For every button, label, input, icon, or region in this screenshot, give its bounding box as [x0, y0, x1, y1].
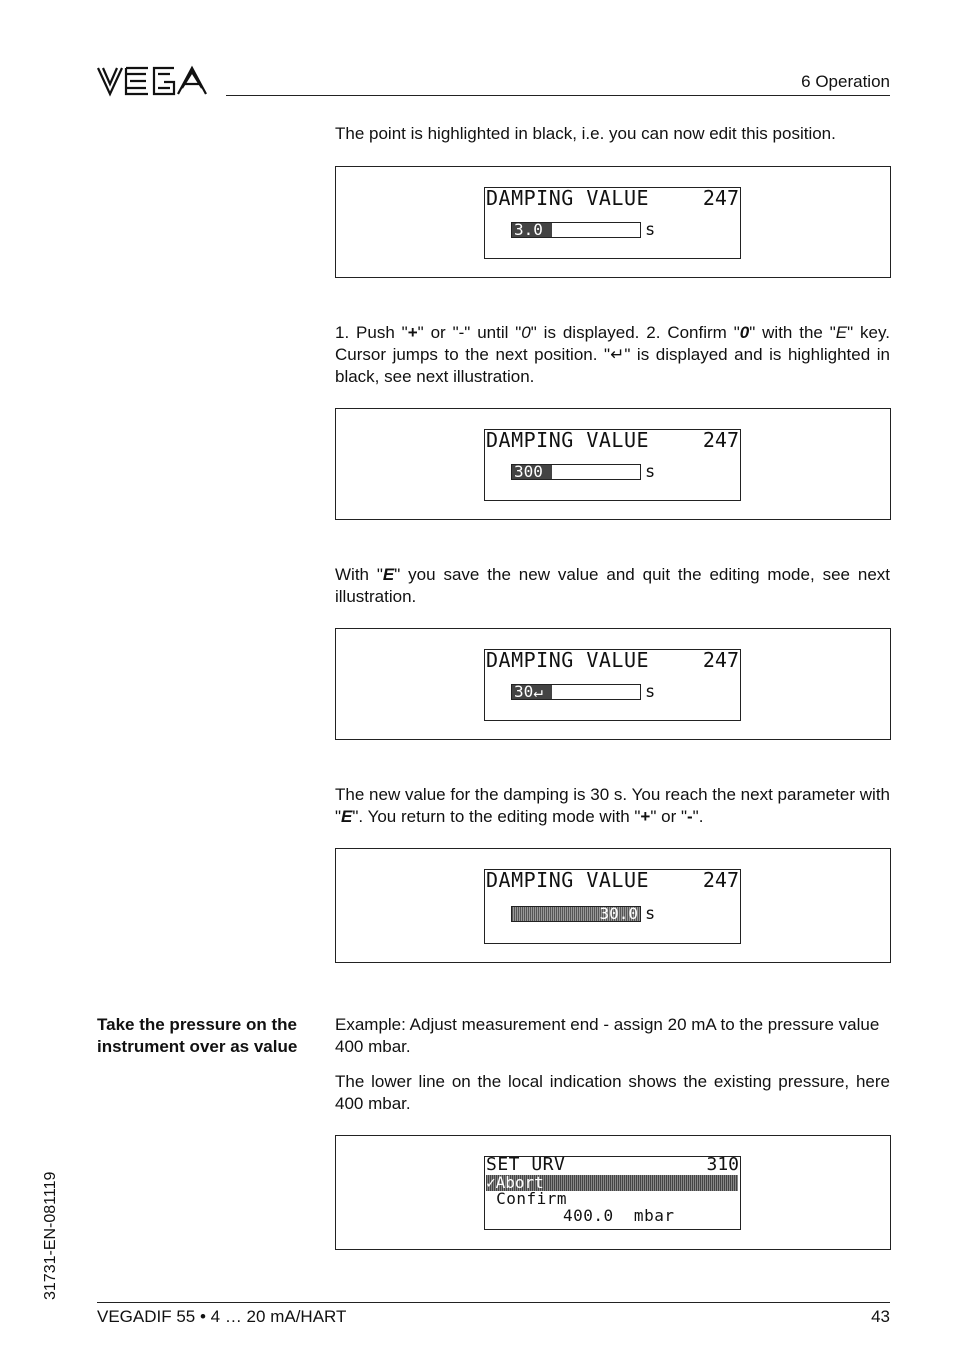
lcd-parameter-number: 247	[702, 186, 739, 210]
value-field	[511, 906, 641, 922]
lcd-pressure-value: 400.0 mbar	[563, 1206, 675, 1225]
value-field	[511, 222, 641, 238]
display-figure-4	[335, 848, 891, 963]
paragraph-1: The point is highlighted in black, i.e. you can now edit this position.	[335, 124, 836, 143]
lcd-parameter-number: 247	[702, 868, 739, 892]
lcd-unit: s	[645, 682, 656, 702]
paragraph-6: The lower line on the local indication shows the existing pressure, here 400 mbar.	[335, 1072, 890, 1113]
lcd-display-3	[484, 649, 741, 721]
side-heading: Take the pressure on the instrument over as value	[97, 1015, 298, 1056]
logo-text: VEGA	[96, 62, 99, 63]
value-field	[511, 684, 641, 700]
lcd-title: DAMPING VALUE	[486, 868, 650, 892]
page-number: 43	[871, 1307, 890, 1326]
lcd-value: 30.0	[599, 904, 638, 923]
header-rule	[226, 95, 890, 96]
display-figure-1	[335, 166, 891, 278]
lcd-title: DAMPING VALUE	[486, 186, 650, 210]
lcd-unit: s	[645, 462, 656, 482]
paragraph-5: Example: Adjust measurement end - assign 20 mA to the pressure value 400 mbar.	[335, 1015, 880, 1056]
lcd-unit: s	[645, 220, 656, 240]
lcd-display-5	[484, 1156, 741, 1230]
footer-product: VEGADIF 55 • 4 … 20 mA/HART	[97, 1307, 347, 1326]
lcd-value: 3.0	[514, 220, 543, 239]
lcd-display-2	[484, 429, 741, 501]
paragraph-3: With "E" you save the new value and quit the editing mode, see next illustration.	[335, 565, 890, 606]
paragraph-2: 1. Push "+" or "-" until "0" is displayed. 2. Confirm "0" with the "E" key. Cursor jumps to the next position. "↵" is displayed and is highlighted in black, see next illustration.	[335, 323, 890, 386]
lcd-display-4	[484, 869, 741, 944]
lcd-title: DAMPING VALUE	[486, 648, 650, 672]
document-code: 31731-EN-081119	[42, 1171, 59, 1300]
display-figure-5	[335, 1135, 891, 1250]
menu-item-abort: ✓Abort	[486, 1173, 544, 1192]
display-figure-3	[335, 628, 891, 740]
lcd-unit: s	[645, 904, 656, 924]
lcd-value: 30↵	[514, 682, 543, 701]
menu-item-confirm: Confirm	[486, 1189, 568, 1208]
paragraph-4: The new value for the damping is 30 s. You reach the next parameter with "E". You return to the editing mode with "+" or "-".	[335, 785, 890, 826]
value-field	[511, 464, 641, 480]
lcd-title: SET URV	[486, 1154, 566, 1175]
display-figure-2	[335, 408, 891, 520]
lcd-parameter-number: 247	[702, 428, 739, 452]
vega-logo	[96, 62, 214, 100]
lcd-value: 300	[514, 462, 543, 481]
section-title: 6 Operation	[801, 72, 890, 91]
lcd-parameter-number: 247	[702, 648, 739, 672]
lcd-parameter-number: 310	[706, 1154, 739, 1175]
lcd-display-1	[484, 187, 741, 259]
footer-rule	[97, 1302, 890, 1303]
lcd-title: DAMPING VALUE	[486, 428, 650, 452]
